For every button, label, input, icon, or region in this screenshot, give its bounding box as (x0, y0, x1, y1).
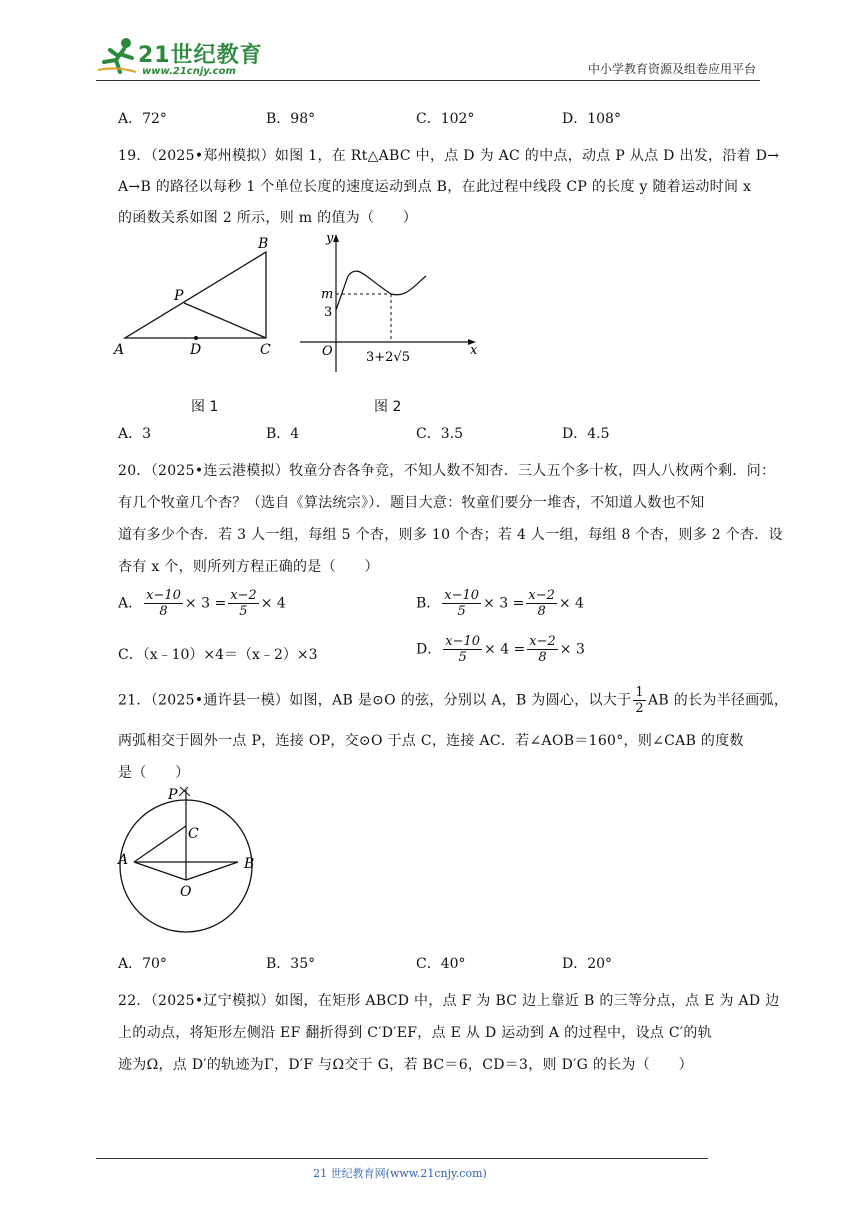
q18-option-c: C．102° (416, 111, 475, 127)
q19-option-c: C．3.5 (416, 426, 463, 442)
header-divider (96, 80, 760, 81)
site-logo (96, 34, 266, 82)
q19-text-line2: A→B 的路径以每秒 1 个单位长度的速度运动到点 B，在此过程中线段 CP 的长度 y 随着运动时间 x (118, 179, 752, 195)
q21-option-c: C．40° (416, 956, 466, 972)
footer-divider (96, 1158, 708, 1159)
q18-option-b: B．98° (266, 111, 316, 127)
q19-option-b: B．4 (266, 426, 300, 442)
runner-logo-icon (96, 36, 140, 76)
footer-link[interactable]: 21 世纪教育网(www.21cnjy.com) (313, 1167, 487, 1180)
q19-figure-1 (110, 230, 290, 360)
q19-caption-1: 图 1 (191, 399, 219, 415)
q20-text-line2: 有几个牧童几个杏？（选自《算法统宗》）．题目大意：牧童们要分一堆杏，不知道人数也不知 (118, 495, 705, 511)
fig1-label-c: C (260, 342, 271, 358)
fig-label-b: B (244, 856, 255, 872)
platform-name: 中小学教育资源及组卷应用平台 (587, 62, 756, 76)
q21-text-line1: 21．（2025•通许县一模）如图，AB 是⊙O 的弦，分别以 A，B 为圆心，以大于 $\frac{1}{2}$ AB 的长为半径画弧， (118, 685, 789, 716)
q20-option-a: A． $\frac{x-10}{8}$ × 3 = $\frac{x-2}{5}$ × 4 (118, 588, 286, 619)
q21-option-b: B．35° (266, 956, 316, 972)
q20-text-line1: 20．（2025•连云港模拟）牧童分杏各争竞，不知人数不知杏．三人五个多十枚，四人八枚两个剩．问： (118, 463, 776, 479)
q18-option-d: D．108° (562, 111, 621, 127)
q22-text-line3: 迹为Ω，点 D′的轨迹为Γ，D′F 与Ω交于 G，若 BC＝6，CD＝3，则 D′G 的长为（ ） (118, 1057, 693, 1073)
q19-text-line1: 19．（2025•郑州模拟）如图 1，在 Rt△ABC 中，点 D 为 AC 的中点，动点 P 从点 D 出发，沿着 D→ (118, 148, 780, 164)
fig1-label-p: P (174, 288, 184, 304)
q21-figure (110, 782, 270, 942)
q21-text-line2: 两弧相交于圆外一点 P，连接 OP，交⊙O 于点 C，连接 AC．若∠AOB＝160°，则∠CAB 的度数 (118, 733, 744, 749)
q20-option-c: C．（x﹣10）×4＝（x﹣2）×3 (118, 647, 318, 663)
q22-text-line1: 22．（2025•辽宁模拟）如图，在矩形 ABCD 中，点 F 为 BC 边上靠近 B 的三等分点，点 E 为 AD 边 (118, 993, 780, 1009)
q19-text-line3: 的函数关系如图 2 所示，则 m 的值为（ ） (118, 210, 418, 226)
fig-label-p: P (168, 787, 178, 803)
q19-caption-2: 图 2 (374, 399, 402, 415)
q19-option-a: A．3 (118, 426, 152, 442)
fig2-label-m: m (321, 287, 334, 302)
fig2-label-three: 3 (324, 305, 333, 320)
logo-url: www.21cnjy.com (142, 66, 236, 77)
q20-text-line4: 杏有 x 个，则所列方程正确的是（ ） (118, 559, 379, 575)
fig2-label-o: O (322, 344, 333, 359)
fig1-label-d: D (190, 342, 202, 358)
q20-text-line3: 道有多少个杏．若 3 人一组，每组 5 个杏，则多 10 个杏；若 4 人一组，每组 8 个杏，则多 2 个杏．设 (118, 527, 783, 543)
q22-text-line2: 上的动点，将矩形左侧沿 EF 翻折得到 C′D′EF，点 E 从 D 运动到 A 的过程中，设点 C′的轨 (118, 1025, 713, 1041)
fig1-label-a: A (114, 342, 125, 358)
q20-option-b: B． $\frac{x-10}{5}$ × 3 = $\frac{x-2}{8}$ × 4 (416, 588, 584, 619)
q19-figure-2 (296, 228, 486, 378)
fig2-label-y: y (326, 231, 334, 246)
fig-label-a: A (118, 852, 129, 868)
q21-text-line3: 是（ ） (118, 765, 190, 781)
fig2-label-x: x (470, 343, 478, 358)
q21-option-d: D．20° (562, 956, 613, 972)
q21-option-a: A．70° (118, 956, 167, 972)
fig-label-c: C (188, 826, 199, 842)
fig-label-o: O (180, 884, 192, 900)
fig2-label-xval: 3+2√5 (366, 350, 410, 365)
fig1-label-b: B (258, 236, 269, 252)
q19-option-d: D．4.5 (562, 426, 610, 442)
logo-text: 21世纪教育 (138, 43, 263, 68)
q18-option-a: A．72° (118, 111, 167, 127)
q20-option-d: D． $\frac{x-10}{5}$ × 4 = $\frac{x-2}{8}$ × 3 (416, 634, 585, 665)
